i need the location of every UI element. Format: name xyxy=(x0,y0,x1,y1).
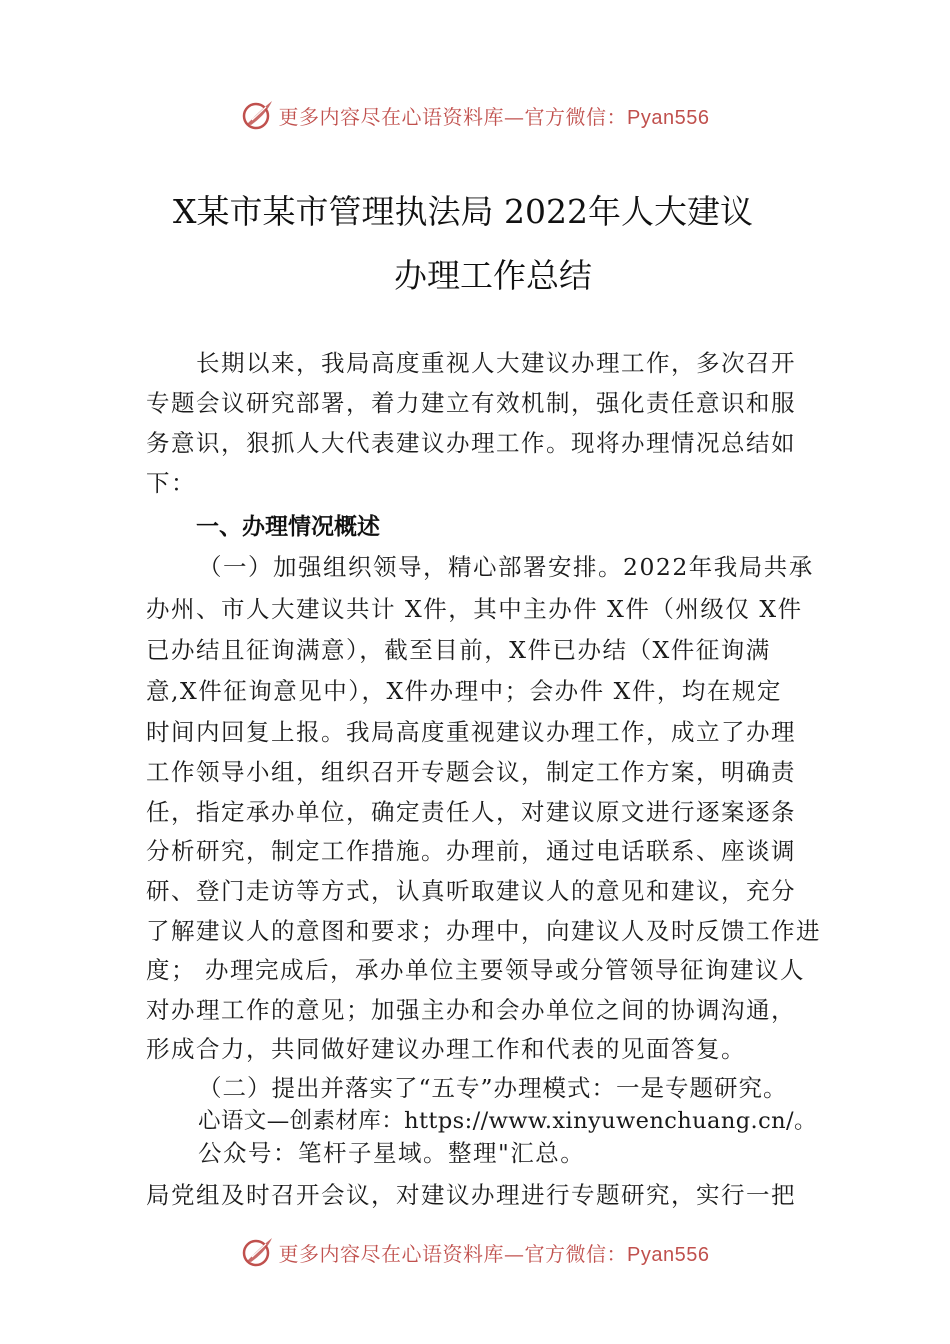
intro-line-1: 长期以来，我局高度重视人大建议办理工作，多次召开 xyxy=(196,349,796,377)
feather-pen-logo-icon xyxy=(241,1235,275,1269)
section-heading-1: 一、办理情况概述 xyxy=(196,514,380,540)
watermark-wechat-label: 官方微信： xyxy=(524,1241,628,1266)
para1-line-2: 办州、市人大建议共计 X件，其中主办件 X件（州级仅 X件 xyxy=(146,595,803,623)
para1-line-1: （一）加强组织领导，精心部署安排。2022年我局共承 xyxy=(198,553,814,581)
watermark-text xyxy=(279,101,710,130)
feather-pen-logo-icon xyxy=(241,98,275,132)
para2-line-1: （二）提出并落实了“五专”办理模式：一是专题研究。 xyxy=(198,1074,788,1102)
para2-line-2: 心语文—创素材库：https://www.xinyuwenchuang.cn/。 xyxy=(198,1108,817,1134)
para1-line-6: 工作领导小组，组织召开专题会议，制定工作方案，明确责 xyxy=(146,758,796,786)
para3-line-1: 局党组及时召开会议，对建议办理进行专题研究，实行一把 xyxy=(146,1181,796,1209)
para1-line-9: 研、登门走访等方式，认真听取建议人的意见和建议，充分 xyxy=(146,877,796,905)
para1-line-12: 对办理工作的意见；加强主办和会办单位之间的协调沟通， xyxy=(146,996,796,1024)
intro-line-4: 下： xyxy=(146,469,196,497)
watermark-separator: — xyxy=(504,104,525,129)
watermark-separator: — xyxy=(504,1241,525,1266)
header-watermark-banner xyxy=(0,95,950,135)
watermark-site-text: 更多内容尽在心语资料库 xyxy=(278,1241,505,1266)
para1-line-8: 分析研究，制定工作措施。办理前，通过电话联系、座谈调 xyxy=(146,837,796,865)
watermark-site-text: 更多内容尽在心语资料库 xyxy=(278,104,505,129)
document-title-line-1: X某市某市管理执法局 2022年人大建议 xyxy=(173,192,753,231)
watermark-wechat-id: Pyan556 xyxy=(627,106,710,129)
para1-line-13: 形成合力，共同做好建议办理工作和代表的见面答复。 xyxy=(146,1035,746,1063)
intro-line-2: 专题会议研究部署，着力建立有效机制，强化责任意识和服 xyxy=(146,389,796,417)
para1-line-7: 任，指定承办单位，确定责任人，对建议原文进行逐案逐条 xyxy=(146,798,796,826)
para1-line-4: 意,X件征询意见中），X件办理中；会办件 X件，均在规定 xyxy=(146,677,782,705)
para1-line-5: 时间内回复上报。我局高度重视建议办理工作，成立了办理 xyxy=(146,718,796,746)
para1-line-11: 度； 办理完成后，承办单位主要领导或分管领导征询建议人 xyxy=(146,956,805,984)
para2-line-3: 公众号：笔杆子星域。整理"汇总。 xyxy=(198,1139,586,1167)
para1-line-3: 已办结且征询满意），截至目前，X件已办结（X件征询满 xyxy=(146,636,771,664)
document-title-line-2: 办理工作总结 xyxy=(394,256,592,295)
watermark-wechat-label: 官方微信： xyxy=(524,104,628,129)
watermark-text xyxy=(279,1238,710,1267)
watermark-wechat-id: Pyan556 xyxy=(627,1243,710,1266)
intro-line-3: 务意识，狠抓人大代表建议办理工作。现将办理情况总结如 xyxy=(146,429,796,457)
para1-line-10: 了解建议人的意图和要求；办理中，向建议人及时反馈工作进 xyxy=(146,917,821,945)
footer-watermark-banner xyxy=(0,1232,950,1272)
